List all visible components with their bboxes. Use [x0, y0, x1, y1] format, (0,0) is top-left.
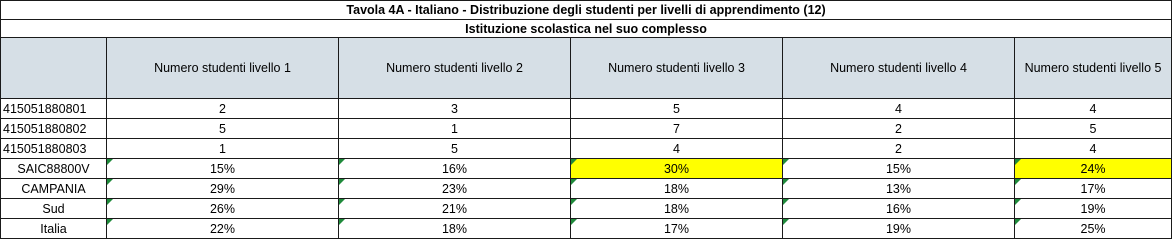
row-label[interactable]: Sud	[1, 199, 107, 219]
cell-indicator-icon	[339, 159, 345, 165]
cell-value: 30%	[663, 161, 690, 176]
table-cell[interactable]: 4	[1015, 139, 1172, 159]
cell-indicator-icon	[571, 179, 577, 185]
cell-value: 13%	[885, 181, 912, 196]
table-cell[interactable]	[1015, 179, 1172, 199]
column-header[interactable]: Numero studenti livello 4	[783, 38, 1015, 99]
table-cell[interactable]: 2	[783, 139, 1015, 159]
cell-indicator-icon	[107, 219, 113, 225]
cell-indicator-icon	[1015, 199, 1021, 205]
row-label[interactable]: 415051880803	[1, 139, 107, 159]
table-cell[interactable]	[1015, 199, 1172, 219]
cell-indicator-icon	[107, 199, 113, 205]
cell-value: 19%	[885, 221, 912, 236]
table-row	[1, 159, 1172, 179]
table-cell[interactable]	[339, 199, 571, 219]
cell-value: 18%	[441, 221, 468, 236]
column-header[interactable]: Numero studenti livello 2	[339, 38, 571, 99]
table-cell[interactable]	[339, 219, 571, 239]
column-header[interactable]: Numero studenti livello 5	[1015, 38, 1172, 99]
cell-value: 29%	[209, 181, 236, 196]
table-cell[interactable]: 1	[339, 119, 571, 139]
table-cell[interactable]	[783, 199, 1015, 219]
table-cell[interactable]: 4	[1015, 99, 1172, 119]
table-cell[interactable]: 2	[107, 99, 339, 119]
table-row	[1, 179, 1172, 199]
row-label[interactable]: SAIC88800V	[1, 159, 107, 179]
cell-value: 21%	[441, 201, 468, 216]
cell-indicator-icon	[339, 219, 345, 225]
column-header[interactable]: Numero studenti livello 3	[571, 38, 783, 99]
cell-value: 18%	[663, 201, 690, 216]
table-cell[interactable]: 4	[783, 99, 1015, 119]
cell-value: 18%	[663, 181, 690, 196]
header-corner-cell[interactable]	[1, 38, 107, 99]
cell-value: 16%	[441, 161, 468, 176]
cell-indicator-icon	[107, 179, 113, 185]
cell-indicator-icon	[1015, 219, 1021, 225]
table-cell[interactable]	[107, 199, 339, 219]
table-cell[interactable]	[571, 179, 783, 199]
table-cell-highlighted[interactable]	[571, 159, 783, 179]
cell-value: 17%	[663, 221, 690, 236]
column-header[interactable]: Numero studenti livello 1	[107, 38, 339, 99]
row-label[interactable]: CAMPANIA	[1, 179, 107, 199]
table-row	[1, 99, 1172, 119]
cell-indicator-icon	[339, 199, 345, 205]
cell-value: 23%	[441, 181, 468, 196]
table-cell[interactable]	[571, 219, 783, 239]
cell-indicator-icon	[571, 219, 577, 225]
cell-indicator-icon	[1015, 159, 1021, 165]
cell-indicator-icon	[571, 159, 577, 165]
table-row	[1, 199, 1172, 219]
table-cell[interactable]: 5	[107, 119, 339, 139]
table-row	[1, 219, 1172, 239]
table-title[interactable]: Tavola 4A - Italiano - Distribuzione degli studenti per livelli di apprendimento (12)	[1, 1, 1172, 20]
cell-indicator-icon	[339, 179, 345, 185]
table-cell[interactable]: 3	[339, 99, 571, 119]
table-cell[interactable]: 7	[571, 119, 783, 139]
row-label[interactable]: Italia	[1, 219, 107, 239]
cell-indicator-icon	[571, 199, 577, 205]
table-subtitle[interactable]: Istituzione scolastica nel suo complesso	[1, 20, 1172, 38]
table-row	[1, 139, 1172, 159]
table-cell[interactable]	[783, 179, 1015, 199]
table-cell[interactable]	[107, 179, 339, 199]
table-cell[interactable]: 1	[107, 139, 339, 159]
cell-indicator-icon	[783, 219, 789, 225]
table-cell[interactable]: 5	[339, 139, 571, 159]
cell-value: 15%	[209, 161, 236, 176]
cell-value: 16%	[885, 201, 912, 216]
table-cell[interactable]	[107, 219, 339, 239]
cell-indicator-icon	[783, 199, 789, 205]
cell-value: 22%	[209, 221, 236, 236]
cell-value: 25%	[1080, 221, 1106, 236]
table-cell[interactable]	[571, 199, 783, 219]
table-cell-highlighted[interactable]	[1015, 159, 1172, 179]
cell-value: 24%	[1080, 161, 1106, 176]
table-cell[interactable]: 4	[571, 139, 783, 159]
table-cell[interactable]	[783, 219, 1015, 239]
table-cell[interactable]	[1015, 219, 1172, 239]
cell-indicator-icon	[783, 179, 789, 185]
row-label[interactable]: 415051880801	[1, 99, 107, 119]
cell-value: 17%	[1080, 181, 1106, 196]
row-label[interactable]: 415051880802	[1, 119, 107, 139]
cell-value: 15%	[885, 161, 912, 176]
table-cell[interactable]	[107, 159, 339, 179]
cell-value: 26%	[209, 201, 236, 216]
table-cell[interactable]	[783, 159, 1015, 179]
table-cell[interactable]	[339, 159, 571, 179]
table-cell[interactable]: 2	[783, 119, 1015, 139]
cell-indicator-icon	[1015, 179, 1021, 185]
cell-value: 19%	[1080, 201, 1106, 216]
table-cell[interactable]	[339, 179, 571, 199]
cell-indicator-icon	[107, 159, 113, 165]
cell-indicator-icon	[783, 159, 789, 165]
table-cell[interactable]: 5	[571, 99, 783, 119]
table-cell[interactable]: 5	[1015, 119, 1172, 139]
table-row	[1, 119, 1172, 139]
